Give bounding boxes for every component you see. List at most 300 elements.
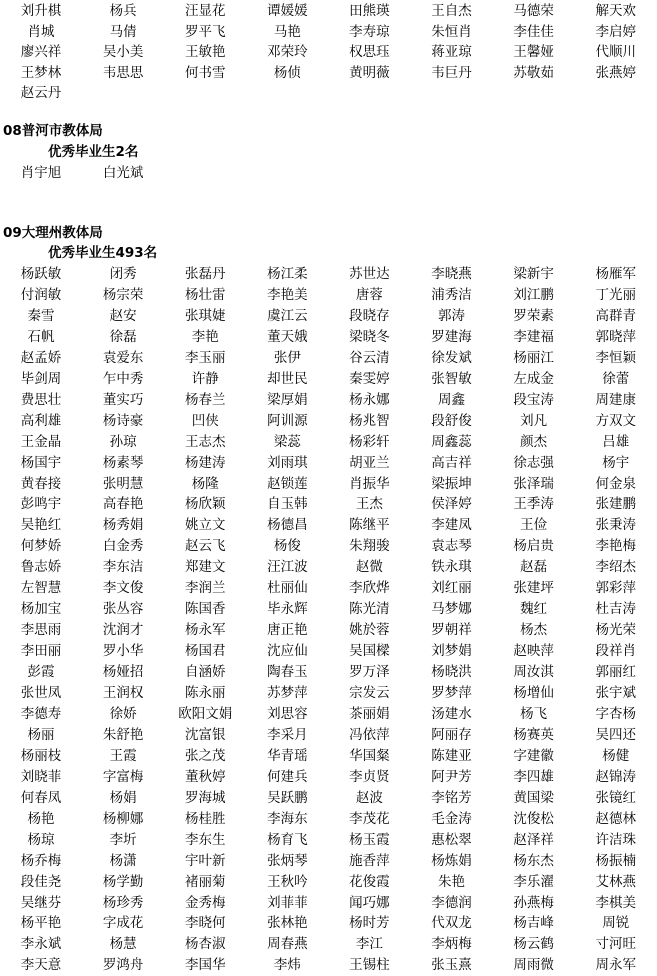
name-row [0, 933, 657, 955]
name-cell: 王敏艳 [184, 44, 226, 60]
name-cell: 周汝淇 [513, 664, 554, 680]
name-cell: 杨学勤 [102, 873, 144, 890]
name-cell: 黄明薇 [349, 65, 390, 81]
name-cell: 王秋吟 [267, 873, 308, 890]
name-cell: 赵锁莲 [267, 475, 308, 492]
name-cell: 李田丽 [20, 643, 62, 660]
name-cell: 许静 [191, 370, 219, 387]
name-row [0, 619, 657, 641]
name-cell: 秦雯婷 [349, 370, 390, 387]
name-cell: 李思雨 [20, 622, 62, 639]
name-cell: 杨飞 [520, 706, 548, 722]
name-cell: 乍中秀 [102, 370, 144, 387]
name-row [0, 745, 657, 767]
name-cell: 李东生 [184, 831, 226, 848]
name-cell: 董实巧 [102, 391, 144, 408]
name-cell: 吴国樑 [349, 643, 390, 660]
name-cell: 宇叶新 [184, 852, 226, 869]
name-cell: 李圻 [109, 831, 137, 848]
name-cell: 沈俊松 [513, 810, 554, 827]
name-cell: 毕剑周 [20, 370, 62, 387]
name-cell: 徐磊 [109, 328, 137, 345]
bureau-heading: 08普河市教体局 [3, 123, 103, 139]
name-cell: 刘晓菲 [20, 768, 62, 785]
name-row [0, 598, 657, 620]
name-cell: 张秉涛 [595, 517, 636, 534]
name-cell: 张磊丹 [184, 266, 226, 282]
name-cell: 杨彩轩 [349, 433, 390, 450]
name-cell: 高春艳 [102, 496, 144, 513]
name-cell: 李寿琼 [349, 24, 390, 40]
name-cell: 张伊 [273, 349, 301, 366]
name-cell: 杨永军 [184, 622, 226, 639]
name-cell: 张镜红 [595, 789, 636, 806]
name-row [0, 514, 657, 536]
name-cell: 朱舒艳 [102, 726, 144, 743]
name-row [0, 326, 657, 348]
name-cell: 杨诗豪 [102, 412, 144, 429]
name-cell: 华国粲 [349, 747, 390, 764]
name-cell: 赵磊 [520, 559, 548, 576]
name-cell: 刘江鹏 [513, 286, 554, 303]
name-cell: 李晓燕 [431, 266, 472, 282]
name-cell: 李晓何 [184, 915, 226, 932]
name-cell: 杨育飞 [267, 831, 308, 848]
name-cell: 字建徽 [513, 747, 554, 764]
name-cell: 杨丽江 [513, 349, 554, 366]
name-cell: 张明慧 [102, 475, 144, 492]
name-cell: 李炳梅 [431, 936, 472, 953]
name-row [0, 954, 657, 976]
name-cell: 韦思思 [102, 65, 144, 81]
name-cell: 张宇斌 [595, 685, 636, 701]
name-cell: 王自杰 [431, 3, 472, 19]
bureau-heading: 09大理州教体局 [3, 225, 103, 241]
name-cell: 闭秀 [109, 266, 137, 282]
name-cell: 姚於蓉 [349, 622, 390, 639]
name-cell: 周鑫 [438, 391, 466, 408]
name-row [0, 724, 657, 746]
name-row [0, 284, 657, 306]
name-cell: 杨加宝 [20, 601, 62, 618]
name-cell: 赵泽祥 [513, 831, 554, 848]
name-cell: 侯泽婷 [431, 496, 472, 513]
name-row [0, 21, 657, 43]
name-cell: 李绍杰 [595, 559, 636, 576]
name-cell: 却世民 [267, 370, 308, 387]
name-cell: 褚丽菊 [184, 873, 226, 890]
name-row [0, 0, 657, 22]
name-cell: 杨德昌 [267, 517, 308, 534]
name-cell: 赵云丹 [20, 85, 62, 101]
name-cell: 徐蕾 [602, 370, 630, 387]
name-cell: 蒋亚琼 [431, 44, 472, 60]
name-cell: 杨宗荣 [102, 286, 144, 303]
name-row [0, 682, 657, 704]
name-cell: 杨艳 [27, 810, 55, 827]
name-row [0, 389, 657, 411]
name-cell: 袁志琴 [431, 538, 472, 555]
name-cell: 冯依萍 [349, 726, 390, 743]
name-row [0, 305, 657, 327]
name-row [0, 347, 657, 369]
name-row [0, 452, 657, 474]
name-cell: 徐发斌 [431, 349, 472, 366]
name-cell: 杨侦 [273, 65, 301, 81]
name-row [0, 263, 657, 285]
name-cell: 刘菲菲 [267, 894, 308, 911]
name-row [0, 556, 657, 578]
name-cell: 陈建亚 [431, 747, 472, 764]
name-cell: 杨兵 [109, 3, 137, 19]
name-cell: 杨跃敏 [20, 266, 62, 282]
name-cell: 段祥肖 [595, 643, 636, 660]
name-cell: 杨云鹤 [513, 936, 554, 953]
name-cell: 杨玉霞 [349, 831, 390, 848]
name-cell: 沈富银 [184, 726, 226, 743]
name-row [0, 829, 657, 851]
name-cell: 杨光荣 [595, 622, 636, 639]
name-cell: 白光斌 [102, 165, 144, 181]
name-cell: 张智敏 [431, 370, 472, 387]
name-cell: 高群青 [595, 307, 636, 324]
name-cell: 吴继芬 [20, 894, 62, 911]
name-cell: 肖宇旭 [20, 165, 62, 181]
name-cell: 李贞贤 [349, 768, 390, 785]
name-cell: 张琪婕 [184, 307, 226, 324]
name-cell: 郭丽红 [595, 664, 636, 680]
name-cell: 郭晓萍 [595, 328, 636, 345]
name-cell: 施香萍 [349, 852, 390, 869]
name-cell: 李恒颖 [595, 349, 636, 366]
name-cell: 华青瑶 [267, 747, 308, 764]
name-cell: 姚立文 [184, 517, 226, 534]
name-cell: 郭彩萍 [595, 580, 636, 597]
name-cell: 刘升棋 [20, 3, 62, 19]
name-cell: 杨增仙 [513, 685, 554, 701]
name-cell: 王润权 [102, 685, 144, 701]
name-cell: 凹侠 [191, 412, 219, 429]
name-cell: 李玉丽 [184, 349, 226, 366]
name-cell: 周锐 [602, 915, 630, 932]
name-cell: 张世凤 [20, 685, 62, 701]
name-cell: 刘凡 [520, 412, 548, 429]
name-cell: 浦秀洁 [431, 286, 472, 303]
name-cell: 赵波 [355, 789, 383, 806]
name-cell: 杨宇 [602, 454, 630, 471]
name-cell: 朱恒肖 [431, 24, 472, 40]
name-cell: 罗朝祥 [431, 622, 472, 639]
name-cell: 左成金 [513, 370, 554, 387]
name-cell: 田熊瑛 [349, 3, 390, 19]
name-cell: 白金秀 [102, 538, 144, 555]
name-cell: 韦巨丹 [431, 65, 472, 81]
name-cell: 马梦娜 [431, 601, 472, 618]
name-cell: 周鑫蕊 [431, 433, 472, 450]
name-cell: 字富梅 [102, 768, 144, 785]
name-cell: 杨素琴 [102, 454, 144, 471]
name-cell: 王季涛 [513, 496, 554, 513]
name-cell: 罗鸿舟 [102, 957, 144, 974]
name-cell: 何梦娇 [20, 538, 62, 555]
name-cell: 张建鹏 [595, 496, 636, 513]
name-cell: 邓荣玲 [267, 44, 308, 60]
name-cell: 杨乔梅 [20, 852, 62, 869]
name-cell: 谷云清 [349, 349, 390, 366]
name-cell: 杜丽仙 [267, 580, 308, 597]
name-cell: 杨永娜 [349, 391, 390, 408]
name-cell: 解天欢 [595, 3, 636, 19]
name-cell: 张林艳 [267, 915, 308, 932]
name-cell: 董秋婷 [184, 768, 226, 785]
name-row [0, 850, 657, 872]
name-cell: 吴四还 [595, 726, 636, 743]
name-cell: 苏世达 [349, 266, 390, 282]
name-cell: 杨壮雷 [184, 286, 226, 303]
name-cell: 沈润才 [102, 622, 144, 639]
name-cell: 杨时芳 [349, 915, 390, 932]
name-cell: 郑建文 [184, 559, 226, 576]
name-row [0, 82, 657, 104]
name-cell: 何春凤 [20, 789, 62, 806]
name-row [0, 410, 657, 432]
name-cell: 李永斌 [20, 936, 62, 953]
name-cell: 杨潇 [109, 852, 137, 869]
name-cell: 杨建涛 [184, 454, 226, 471]
name-cell: 杨春兰 [184, 391, 226, 408]
name-cell: 胡亚兰 [349, 454, 390, 471]
name-cell: 李东洁 [102, 559, 144, 576]
name-row [0, 62, 657, 84]
name-row [0, 766, 657, 788]
name-cell: 赵云飞 [184, 538, 226, 555]
name-cell: 吴艳红 [20, 517, 62, 534]
name-cell: 肖振华 [349, 475, 390, 492]
name-cell: 阿尹芳 [431, 768, 472, 785]
name-cell: 李天意 [20, 957, 62, 974]
name-cell: 李建福 [513, 328, 554, 345]
name-cell: 付润敏 [20, 286, 62, 303]
name-cell: 陈国香 [184, 601, 226, 618]
name-cell: 陈永丽 [184, 685, 226, 701]
name-cell: 艾林燕 [595, 873, 636, 890]
name-cell: 董天娥 [267, 328, 308, 345]
name-cell: 杨娅招 [102, 664, 144, 680]
name-cell: 罗平飞 [184, 24, 226, 40]
name-cell: 刘雨琪 [267, 454, 308, 471]
name-cell: 杨东杰 [513, 852, 554, 869]
name-cell: 王志杰 [184, 433, 226, 450]
name-cell: 梁新宇 [513, 266, 554, 282]
name-cell: 毕永辉 [267, 601, 308, 618]
name-cell: 赵安 [109, 307, 137, 324]
name-row [0, 871, 657, 893]
name-cell: 何金泉 [595, 475, 636, 492]
name-cell: 段佳尧 [20, 873, 62, 890]
name-cell: 杨平艳 [20, 915, 62, 932]
name-cell: 李国华 [184, 957, 226, 974]
name-cell: 金秀梅 [184, 894, 226, 911]
name-cell: 梁振坤 [431, 475, 472, 492]
name-cell: 高利雄 [20, 412, 62, 429]
name-cell: 石帆 [27, 328, 55, 345]
name-cell: 杨国君 [184, 643, 226, 660]
name-cell: 唐正艳 [267, 622, 308, 639]
name-cell: 罗万泽 [349, 664, 390, 680]
name-cell: 李江 [355, 936, 383, 953]
name-cell: 杨国宇 [20, 454, 62, 471]
name-cell: 字杏杨 [595, 706, 636, 722]
name-cell: 阿训源 [267, 412, 308, 429]
name-row [0, 368, 657, 390]
name-cell: 谭媛媛 [267, 3, 308, 19]
name-cell: 李海东 [267, 810, 308, 827]
name-cell: 何书雪 [184, 65, 226, 81]
name-cell: 梁晓冬 [349, 328, 390, 345]
name-cell: 王梦林 [20, 65, 62, 81]
name-cell: 王霞 [109, 747, 137, 764]
name-cell: 张泽瑞 [513, 475, 554, 492]
name-cell: 欧阳文娟 [178, 706, 233, 722]
name-cell: 闻巧娜 [349, 894, 390, 911]
name-cell: 何建兵 [267, 768, 308, 785]
name-cell: 段宝涛 [513, 391, 554, 408]
name-cell: 周春燕 [267, 936, 308, 953]
name-cell: 刘红丽 [431, 580, 472, 597]
name-cell: 朱艳 [438, 873, 466, 890]
name-cell: 周建康 [595, 391, 636, 408]
name-cell: 宗发云 [349, 685, 390, 701]
name-cell: 代双龙 [431, 915, 472, 932]
name-row [0, 473, 657, 495]
name-cell: 李艳美 [267, 286, 308, 303]
name-cell: 徐娇 [109, 706, 137, 722]
name-cell: 惠松翠 [431, 831, 472, 848]
name-cell: 杨丽枝 [20, 747, 62, 764]
name-cell: 杨杏淑 [184, 936, 226, 953]
name-cell: 李德寿 [20, 706, 62, 722]
name-cell: 魏红 [520, 601, 548, 618]
name-cell: 杨桂胜 [184, 810, 226, 827]
name-cell: 李棋美 [595, 894, 636, 911]
name-cell: 李艳 [191, 328, 219, 345]
name-cell: 苏梦萍 [267, 685, 308, 701]
name-cell: 赵锦涛 [595, 768, 636, 785]
name-cell: 陈光清 [349, 601, 390, 618]
name-cell: 李采月 [267, 726, 308, 743]
name-cell: 朱翔骏 [349, 538, 390, 555]
name-cell: 毛金涛 [431, 810, 472, 827]
name-cell: 郭涛 [438, 307, 466, 324]
name-cell: 吴跃鹏 [267, 789, 308, 806]
name-cell: 李茂花 [349, 810, 390, 827]
name-cell: 张建坪 [513, 580, 554, 597]
name-cell: 杨兆智 [349, 412, 390, 429]
name-cell: 罗梦萍 [431, 685, 472, 701]
name-cell: 王金晶 [20, 433, 62, 450]
name-cell: 杨健 [602, 747, 630, 764]
name-cell: 杨雁军 [595, 266, 636, 282]
name-cell: 自玉韩 [267, 496, 308, 513]
name-row [0, 577, 657, 599]
name-cell: 虞江云 [267, 307, 308, 324]
name-cell: 自涵娇 [184, 664, 226, 680]
name-cell: 茶丽娟 [349, 706, 390, 722]
name-cell: 袁爱东 [102, 349, 144, 366]
name-cell: 张之茂 [184, 747, 226, 764]
name-cell: 杨启贵 [513, 538, 554, 555]
graduate-count-heading: 优秀毕业生2名 [48, 144, 139, 160]
name-cell: 花俊霞 [349, 873, 390, 890]
name-cell: 李润兰 [184, 580, 226, 597]
name-cell: 赵映萍 [513, 643, 554, 660]
name-cell: 杨秀娟 [102, 517, 144, 534]
name-cell: 沈应仙 [267, 643, 308, 660]
name-cell: 张燕婷 [595, 65, 636, 81]
name-cell: 杨丽 [27, 726, 55, 743]
name-row [0, 808, 657, 830]
name-cell: 彭霞 [27, 664, 55, 680]
name-cell: 铁永琪 [431, 559, 472, 576]
name-cell: 罗建海 [431, 328, 472, 345]
name-cell: 王俭 [520, 517, 548, 534]
name-cell: 李铭芳 [431, 789, 472, 806]
name-cell: 权思珏 [349, 44, 390, 60]
name-row [0, 640, 657, 662]
name-cell: 李文俊 [102, 580, 144, 597]
name-cell: 杜吉涛 [595, 601, 636, 618]
name-cell: 赵孟娇 [20, 349, 62, 366]
name-cell: 李建凤 [431, 517, 472, 534]
name-cell: 汪江波 [267, 559, 308, 576]
name-row [0, 703, 657, 725]
name-cell: 杨珍秀 [102, 894, 144, 911]
name-cell: 梁蕊 [273, 433, 301, 450]
name-cell: 马艳 [273, 24, 301, 40]
name-cell: 代顺川 [595, 44, 636, 60]
name-cell: 秦雪 [27, 307, 55, 324]
name-cell: 李四雄 [513, 768, 554, 785]
name-row [0, 787, 657, 809]
name-cell: 周永军 [595, 957, 636, 974]
name-cell: 李德润 [431, 894, 472, 911]
name-cell: 刘思容 [267, 706, 308, 722]
name-cell: 杨慧 [109, 936, 137, 953]
name-cell: 陶春玉 [267, 664, 308, 680]
name-cell: 杨隆 [191, 475, 219, 492]
name-cell: 杨俊 [273, 538, 301, 555]
name-row [0, 912, 657, 934]
name-cell: 杨娟 [109, 789, 137, 806]
name-cell: 王馨娅 [513, 44, 554, 60]
name-cell: 阿丽存 [431, 726, 472, 743]
graduate-count-heading: 优秀毕业生493名 [48, 245, 158, 261]
name-cell: 彭鸣宇 [20, 496, 62, 513]
name-cell: 陈继平 [349, 517, 390, 534]
name-cell: 吴小美 [102, 44, 144, 60]
name-cell: 李启婷 [595, 24, 636, 40]
name-cell: 罗海城 [184, 789, 226, 806]
name-cell: 杨吉峰 [513, 915, 554, 932]
name-cell: 杨赛英 [513, 726, 554, 743]
name-cell: 周雨微 [513, 957, 554, 974]
name-cell: 孙燕梅 [513, 894, 554, 911]
name-cell: 字成花 [102, 915, 144, 932]
name-cell: 李佳佳 [513, 24, 554, 40]
name-cell: 苏敬茹 [513, 65, 554, 81]
name-cell: 左智慧 [20, 580, 62, 597]
name-cell: 杨晓洪 [431, 664, 472, 680]
